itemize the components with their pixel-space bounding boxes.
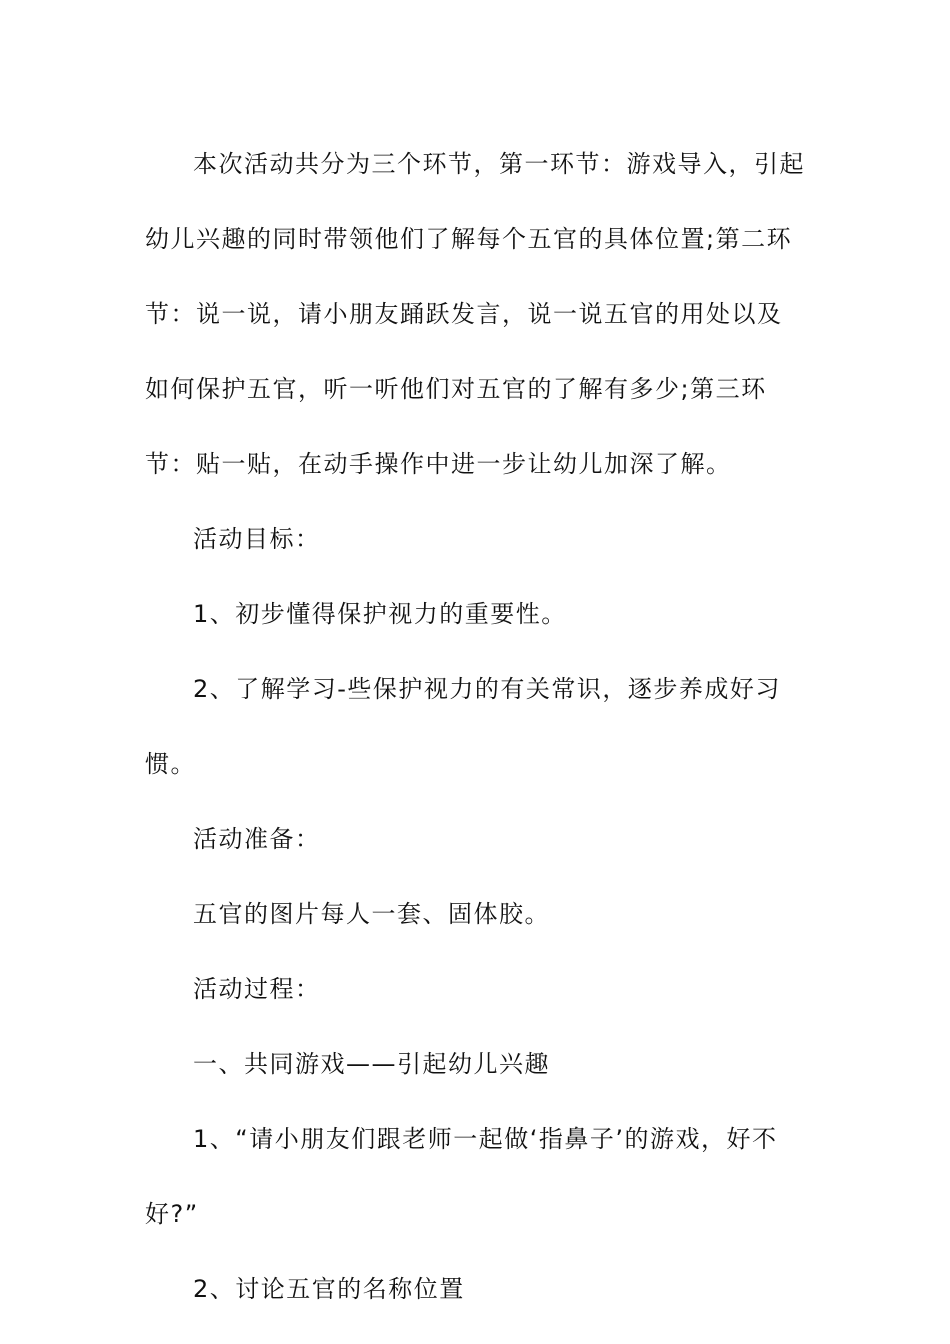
preparation-text: 五官的图片每人一套、固体胶。 [193,900,550,928]
goal-item-1: 1、初步懂得保护视力的重要性。 [193,600,567,628]
goal-item-2: 2、了解学习-些保护视力的有关常识，逐步养成好习惯。 [145,675,781,778]
document-body [145,127,805,1327]
process-step-2: 2、讨论五官的名称位置 [193,1275,465,1303]
heading-activity-goals: 活动目标： [193,525,321,553]
paragraph-intro: 本次活动共分为三个环节，第一环节：游戏导入，引起幼儿兴趣的同时带领他们了解每个五官的具体位置;第二环节：说一说，请小朋友踊跃发言，说一说五官的用处以及如何保护五官，听一听他们对五官的了解有多少;第三环节：贴一贴，在动手操作中进一步让幼儿加深了解。 [145,150,805,478]
process-step-1: 1、“请小朋友们跟老师一起做‘指鼻子’的游戏，好不好?” [145,1125,778,1228]
process-section-1: 一、共同游戏——引起幼儿兴趣 [193,1050,550,1078]
heading-activity-preparation: 活动准备： [193,825,321,853]
heading-activity-process: 活动过程： [193,975,321,1003]
